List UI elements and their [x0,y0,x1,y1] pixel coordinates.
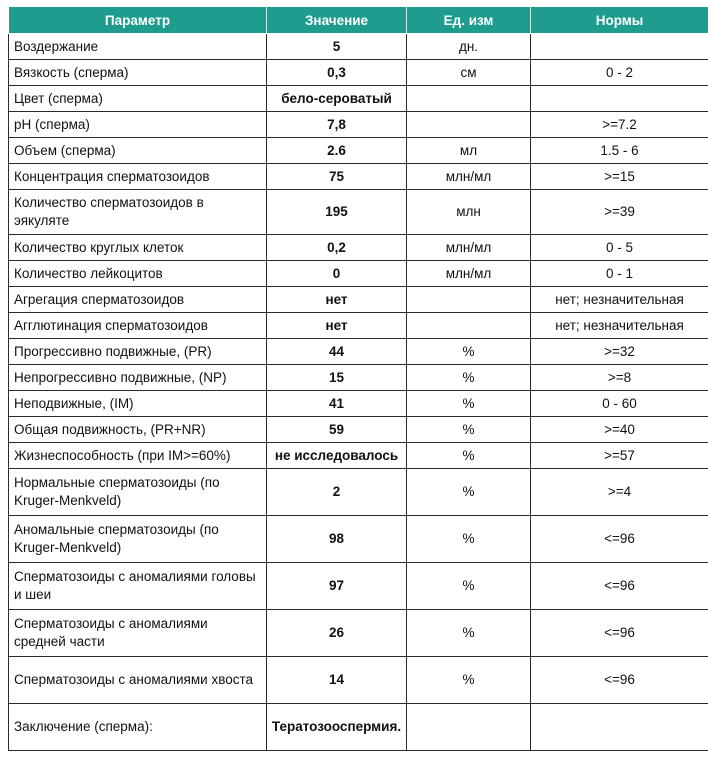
table-row [9,138,708,164]
semen-analysis-table [8,6,708,751]
table-row [9,365,708,391]
row-unit: млн/мл [407,164,531,190]
row-norm [531,704,708,751]
row-unit [407,112,531,138]
row-norm: 0 - 5 [531,235,708,261]
row-unit [407,313,531,339]
row-value: 98 [267,516,407,563]
table-row [9,417,708,443]
row-norm: 1.5 - 6 [531,138,708,164]
row-parameter: Общая подвижность, (PR+NR) [9,417,267,443]
table-row [9,563,708,610]
table-row [9,112,708,138]
row-parameter: Объем (сперма) [9,138,267,164]
row-value: 15 [267,365,407,391]
row-parameter: pH (сперма) [9,112,267,138]
table-row [9,164,708,190]
row-unit: % [407,443,531,469]
header-unit: Ед. изм [407,7,531,34]
row-norm: >=57 [531,443,708,469]
row-norm: <=96 [531,657,708,704]
table-row [9,339,708,365]
header-norms: Нормы [531,7,708,34]
row-norm: >=7.2 [531,112,708,138]
row-norm: >=8 [531,365,708,391]
table-row [9,391,708,417]
header-value: Значение [267,7,407,34]
row-unit: % [407,563,531,610]
row-norm [531,34,708,60]
row-unit [407,287,531,313]
row-unit: млн/мл [407,261,531,287]
row-value: не исследовалось [267,443,407,469]
table-row [9,287,708,313]
table-row [9,469,708,516]
row-norm [531,86,708,112]
table-row [9,86,708,112]
row-unit: млн [407,190,531,235]
row-norm: >=4 [531,469,708,516]
row-unit: % [407,365,531,391]
row-norm: <=96 [531,610,708,657]
row-norm: >=40 [531,417,708,443]
row-value: 14 [267,657,407,704]
row-norm: 0 - 60 [531,391,708,417]
row-norm: нет; незначительная [531,313,708,339]
row-value: 2 [267,469,407,516]
header-parameter: Параметр [9,7,267,34]
row-parameter: Количество лейкоцитов [9,261,267,287]
row-value: 0,2 [267,235,407,261]
table-row [9,610,708,657]
table-row [9,657,708,704]
row-unit [407,86,531,112]
conclusion-value: Тератозооспермия. [267,704,407,751]
row-parameter: Непрогрессивно подвижные, (NP) [9,365,267,391]
row-parameter: Количество сперматозоидов в эякуляте [9,190,267,235]
row-value: 41 [267,391,407,417]
row-parameter: Прогрессивно подвижные, (PR) [9,339,267,365]
row-value: 97 [267,563,407,610]
row-parameter: Жизнеспособность (при IM>=60%) [9,443,267,469]
row-value: нет [267,313,407,339]
row-value: 59 [267,417,407,443]
row-value: 2.6 [267,138,407,164]
row-unit: % [407,391,531,417]
table-row [9,190,708,235]
conclusion-row [9,704,708,751]
row-parameter: Агглютинация сперматозоидов [9,313,267,339]
row-unit: % [407,417,531,443]
row-parameter: Аномальные сперматозоиды (по Kruger-Menkveld) [9,516,267,563]
row-value: бело-сероватый [267,86,407,112]
row-parameter: Количество круглых клеток [9,235,267,261]
row-norm: >=32 [531,339,708,365]
table-row [9,60,708,86]
row-unit: % [407,516,531,563]
row-unit: % [407,610,531,657]
row-value: 26 [267,610,407,657]
row-value: 0 [267,261,407,287]
row-unit: % [407,339,531,365]
row-unit [407,704,531,751]
row-value: 75 [267,164,407,190]
row-norm: <=96 [531,516,708,563]
table-row [9,34,708,60]
analysis-table-container [8,6,708,751]
row-norm: <=96 [531,563,708,610]
table-row [9,261,708,287]
row-norm: >=15 [531,164,708,190]
row-norm: >=39 [531,190,708,235]
row-parameter: Цвет (сперма) [9,86,267,112]
table-row [9,313,708,339]
row-norm: нет; незначительная [531,287,708,313]
row-norm: 0 - 1 [531,261,708,287]
row-unit: см [407,60,531,86]
table-row [9,443,708,469]
row-parameter: Агрегация сперматозоидов [9,287,267,313]
row-parameter: Нормальные сперматозоиды (по Kruger-Menkveld) [9,469,267,516]
table-header-row [9,7,708,34]
row-value: 5 [267,34,407,60]
row-parameter: Вязкость (сперма) [9,60,267,86]
row-value: нет [267,287,407,313]
row-value: 44 [267,339,407,365]
row-unit: дн. [407,34,531,60]
row-unit: % [407,469,531,516]
row-parameter: Воздержание [9,34,267,60]
row-unit: % [407,657,531,704]
row-parameter: Сперматозоиды с аномалиями хвоста [9,657,267,704]
row-parameter: Сперматозоиды с аномалиями средней части [9,610,267,657]
row-unit: млн/мл [407,235,531,261]
row-parameter: Сперматозоиды с аномалиями головы и шеи [9,563,267,610]
conclusion-label: Заключение (сперма): [9,704,267,751]
row-norm: 0 - 2 [531,60,708,86]
row-parameter: Концентрация сперматозоидов [9,164,267,190]
row-parameter: Неподвижные, (IM) [9,391,267,417]
row-value: 195 [267,190,407,235]
row-value: 7,8 [267,112,407,138]
row-value: 0,3 [267,60,407,86]
row-unit: мл [407,138,531,164]
table-row [9,235,708,261]
table-row [9,516,708,563]
